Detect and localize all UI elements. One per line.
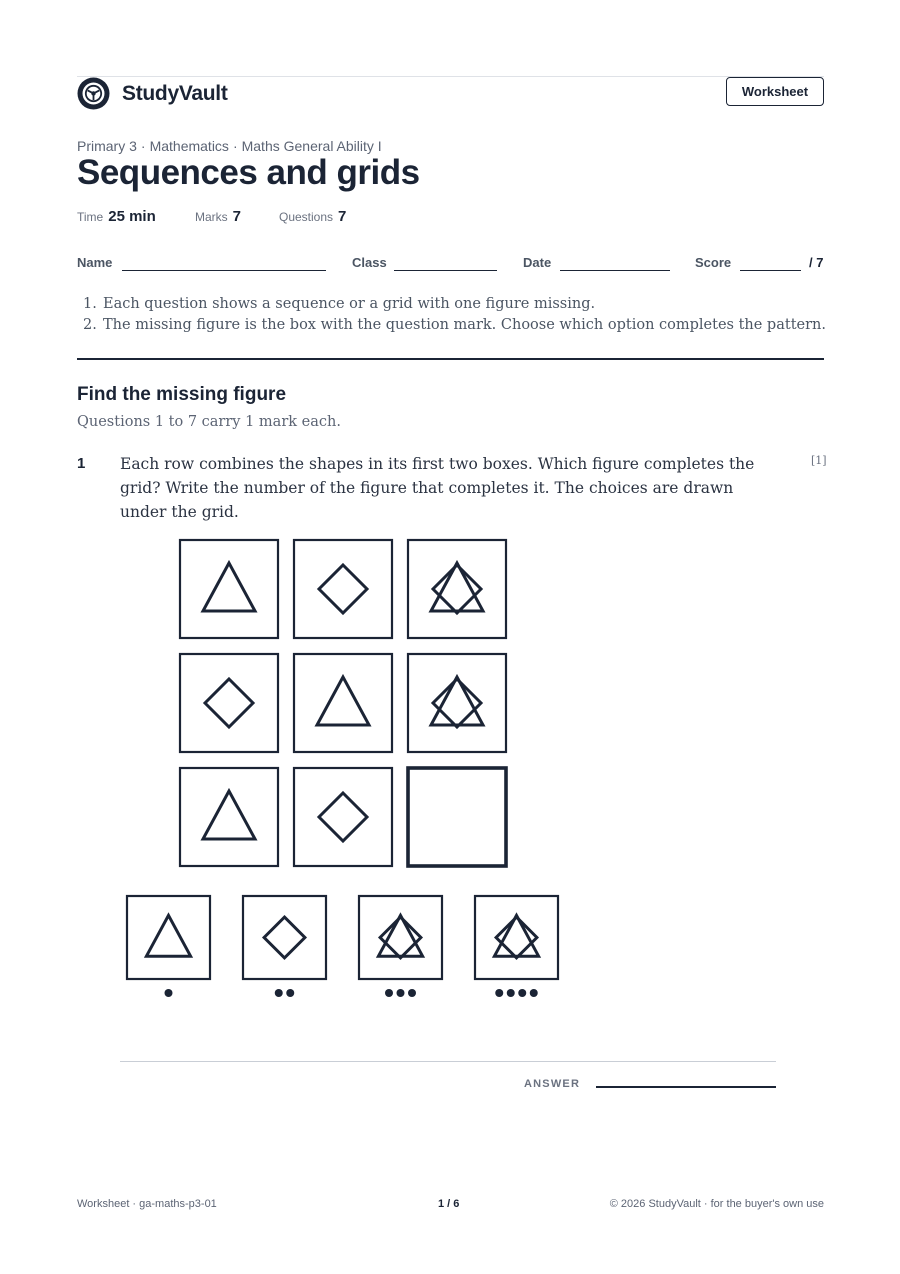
triangle-shape — [431, 677, 483, 725]
page-title: Sequences and grids — [77, 153, 420, 192]
section-subtitle: Questions 1 to 7 carry 1 mark each. — [77, 414, 341, 430]
question-number: 1 — [77, 455, 86, 472]
grid-cell — [180, 654, 278, 752]
breadcrumb-course: Maths General Ability I — [241, 138, 382, 154]
option-2-dot — [286, 989, 294, 997]
score-field[interactable] — [740, 270, 801, 271]
footer-page-number: 1 / 6 — [438, 1198, 460, 1210]
diamond-shape — [264, 917, 305, 958]
breadcrumb-separator: · — [232, 138, 238, 154]
option-2-box — [243, 896, 326, 979]
grid-cell — [180, 768, 278, 866]
instruction-item — [83, 296, 826, 312]
footer-doc-id: Worksheet · ga-maths-p3-01 — [77, 1198, 217, 1210]
meta-time-label: Time — [77, 210, 104, 224]
brand-name: StudyVault — [122, 81, 228, 105]
class-field[interactable] — [394, 270, 497, 271]
brand — [77, 77, 228, 110]
option-3-dot — [397, 989, 405, 997]
instruction-text: Each question shows a sequence or a grid with one figure missing. — [103, 296, 596, 312]
option-3-dot — [385, 989, 393, 997]
option-1-dot — [165, 989, 173, 997]
name-field[interactable] — [122, 270, 326, 271]
breadcrumb-separator: · — [140, 138, 146, 154]
triangle-shape — [203, 791, 255, 839]
breadcrumb-level: Primary 3 — [77, 138, 137, 154]
meta-time-value: 25 min — [108, 208, 156, 225]
instruction-number: 1. — [83, 296, 97, 312]
meta-questions-label: Questions — [279, 210, 334, 224]
triangle-shape — [378, 915, 422, 956]
grid-cell — [408, 654, 506, 752]
option-3-dot — [408, 989, 416, 997]
instruction-number: 2. — [83, 317, 97, 333]
answer-field[interactable] — [596, 1086, 776, 1088]
breadcrumb-subject: Mathematics — [149, 138, 229, 154]
name-label: Name — [77, 255, 113, 270]
instructions-list — [83, 296, 826, 338]
triangle-shape — [317, 677, 369, 725]
option-4-dot — [507, 989, 515, 997]
diamond-shape — [496, 917, 537, 958]
triangle-shape — [494, 915, 538, 956]
diamond-shape — [433, 679, 481, 727]
date-label: Date — [523, 255, 552, 270]
meta-marks — [195, 208, 241, 226]
grid-cell — [294, 768, 392, 866]
triangle-shape — [146, 915, 190, 956]
section-title: Find the missing figure — [77, 384, 287, 405]
diamond-shape — [319, 793, 367, 841]
option-1-box — [127, 896, 210, 979]
score-total: / 7 — [809, 255, 824, 270]
answer-divider — [120, 1061, 776, 1062]
missing-figure-box — [408, 768, 506, 866]
question-marks: [1] — [811, 454, 827, 467]
instruction-item — [83, 317, 826, 333]
meta-questions-value: 7 — [338, 208, 347, 225]
instruction-text: The missing figure is the box with the question mark. Choose which option completes the pattern. — [103, 317, 826, 333]
option-3-box — [359, 896, 442, 979]
diamond-shape — [205, 679, 253, 727]
diamond-shape — [433, 565, 481, 613]
option-4-dot — [530, 989, 538, 997]
doc-type-badge: Worksheet — [726, 77, 824, 106]
footer-copyright: © 2026 StudyVault · for the buyer's own use — [609, 1198, 824, 1210]
grid-cell — [294, 540, 392, 638]
grid-cell — [180, 540, 278, 638]
meta-time — [77, 208, 156, 226]
diamond-shape — [380, 917, 421, 958]
section-divider — [77, 358, 824, 360]
meta-questions — [279, 208, 346, 226]
question-text: Each row combines the shapes in its first two boxes. Which figure completes the grid? Write the number of the figure that completes it. The choices are drawn under the grid. — [120, 455, 755, 521]
grid-cell — [408, 540, 506, 638]
meta-row — [77, 208, 477, 228]
date-field[interactable] — [560, 270, 670, 271]
triangle-shape — [203, 563, 255, 611]
answer-label: ANSWER — [524, 1078, 581, 1090]
meta-marks-value: 7 — [232, 208, 242, 225]
steering-wheel-logo-icon — [77, 77, 110, 110]
option-2-dot — [275, 989, 283, 997]
meta-marks-label: Marks — [195, 210, 228, 224]
option-4-dot — [518, 989, 526, 997]
score-label: Score — [695, 255, 732, 270]
option-4-dot — [495, 989, 503, 997]
grid-cell — [294, 654, 392, 752]
breadcrumb — [77, 138, 382, 154]
diamond-shape — [319, 565, 367, 613]
class-label: Class — [352, 255, 387, 270]
triangle-shape — [431, 563, 483, 611]
option-4-box — [475, 896, 558, 979]
student-fields — [0, 255, 900, 275]
